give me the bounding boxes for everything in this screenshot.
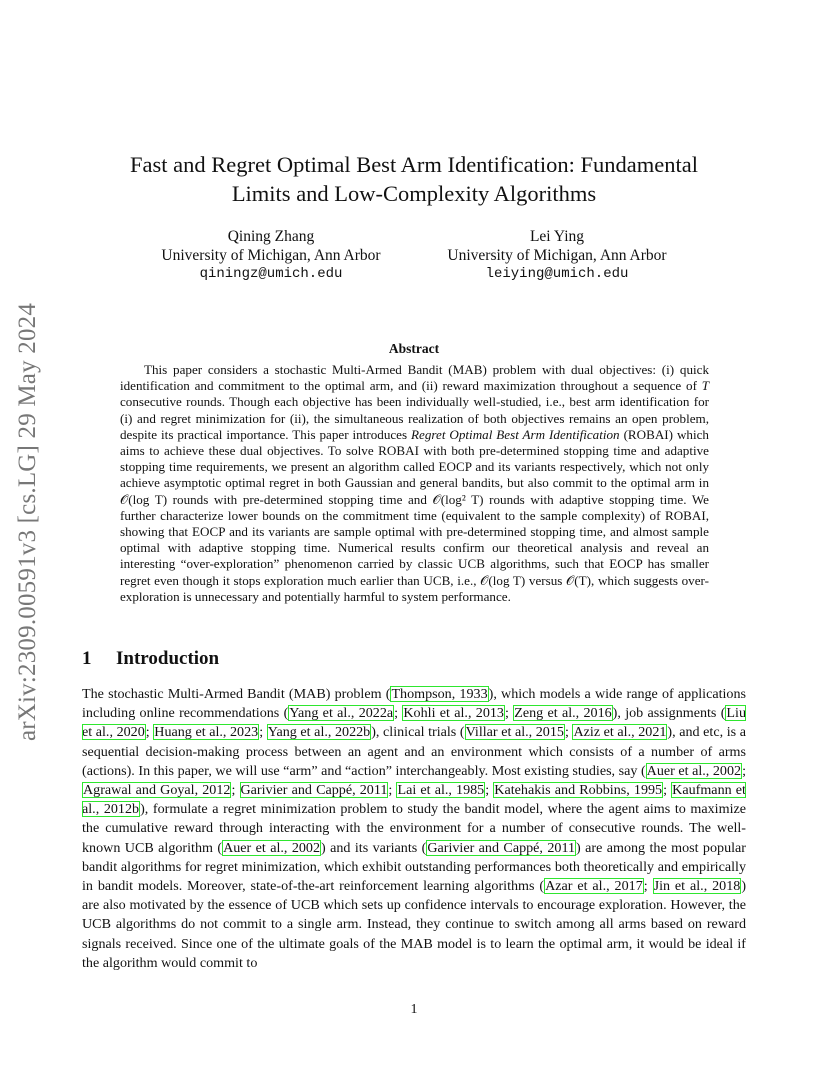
abstract-text: This paper considers a stochastic Multi-Armed Bandit (MAB) problem with dual objectives: (i) quick identification and commitment to the optimal arm, and (ii) reward maximization throughout a sequence of T consecutive rounds. Though each objective has been individually well-studied, i.e., best arm identification for (i) and regret minimization for (ii), the simultaneous realization of both objectives remains an open problem, despite its practical importance. This paper introduces Regret Optimal Best Arm Identification (ROBAI) which aims to achieve these dual objectives. To solve ROBAI with both pre-determined stopping time and adaptive stopping time requirements, we present an algorithm called EOCP and its variants respectively, which not only achieve asymptotic optimal regret in both Gaussian and general bandits, but also commit to the optimal arm in 𝒪(log T) rounds with pre-determined stopping time and 𝒪(log² T) rounds with adaptive stopping time. We further characterize lower bounds on the commitment time (equivalent to the sample complexity) of ROBAI, showing that EOCP and its variants are sample optimal with pre-determined stopping time, and almost sample optimal with adaptive stopping time. Numerical results confirm our theoretical analysis and reveal an interesting “over-exploration” phenomenon carried by classic UCB algorithms, such that EOCP has smaller regret even though it stops exploration much earlier than UCB, i.e., 𝒪(log T) versus 𝒪(T), which suggests over-exploration is unnecessary and potentially harmful to system performance.: [120, 362, 709, 604]
citation-link[interactable]: Lai et al., 1985: [397, 782, 485, 799]
section-heading: [82, 648, 219, 670]
citation-link[interactable]: Villar et al., 2015: [465, 724, 564, 741]
section-title: Introduction: [116, 648, 220, 669]
citation-link[interactable]: Huang et al., 2023: [154, 724, 259, 741]
citation-link[interactable]: Liu et al., 2020: [82, 705, 746, 741]
citation-link[interactable]: Auer et al., 2002: [223, 839, 321, 856]
citation-link[interactable]: Azar et al., 2017: [545, 878, 643, 895]
section-number: 1: [82, 648, 92, 669]
author-block-1: [140, 228, 402, 284]
introduction-paragraph: The stochastic Multi-Armed Bandit (MAB) problem (Thompson, 1933), which models a wide range of applications including online recommendations (Yang et al., 2022a; Kohli et al., 2013; Zeng et al., 2016), job assignments (Liu et al., 2020; Huang et al., 2023; Yang et al., 2022b), clinical trials (Villar et al., 2015; Aziz et al., 2021), and etc, is a sequential decision-making process between an agent and an environment which consists of a number of arms (actions). In this paper, we will use “arm” and “action” interchangeably. Most existing studies, say (Auer et al., 2002; Agrawal and Goyal, 2012; Garivier and Cappé, 2011; Lai et al., 1985; Katehakis and Robbins, 1995; Kaufmann et al., 2012b), formulate a regret minimization problem to study the bandit model, where the agent aims to maximize the cumulative reward through interacting with the environment for a number of consecutive rounds. The well-known UCB algorithm (Auer et al., 2002) and its variants (Garivier and Cappé, 2011) are among the most popular bandit algorithms for regret minimization, which exhibit outstanding performances both theoretically and empirically in bandit models. Moreover, state-of-the-art reinforcement learning algorithms (Azar et al., 2017; Jin et al., 2018) are also motivated by the essence of UCB which sets up confidence intervals to encourage exploration. However, the UCB algorithms do not commit to a single arm. Instead, they continue to switch among all arms based on reward signals received. Since one of the ultimate goals of the MAB model is to learn the optimal arm, it would be ideal if the algorithm would commit to: [82, 686, 747, 971]
citation-link[interactable]: Garivier and Cappé, 2011: [240, 782, 388, 799]
author-affiliation: University of Michigan, Ann Arbor: [447, 246, 667, 264]
author-name: Lei Ying: [529, 228, 585, 245]
citation-link[interactable]: Agrawal and Goyal, 2012: [83, 782, 231, 799]
author-email[interactable]: qiningz@umich.edu: [199, 266, 343, 282]
math-expression: 𝒪(log² T): [432, 491, 484, 507]
robai-term: Regret Optimal Best Arm Identification: [411, 426, 620, 442]
citation-link[interactable]: Yang et al., 2022a: [289, 705, 394, 722]
title-line-1: Fast and Regret Optimal Best Arm Identification: Fundamental: [129, 152, 698, 177]
citation-link[interactable]: Auer et al., 2002: [646, 762, 742, 779]
author-block-2: [424, 228, 690, 284]
author-name: Qining Zhang: [227, 228, 315, 245]
paper-title: [80, 150, 748, 208]
citation-link[interactable]: Zeng et al., 2016: [514, 705, 612, 722]
page-number: 1: [410, 1002, 418, 1017]
citation-link[interactable]: Katehakis and Robbins, 1995: [494, 782, 663, 799]
abstract-heading: Abstract: [388, 341, 440, 356]
citation-link[interactable]: Yang et al., 2022b: [267, 724, 371, 741]
title-line-2: Limits and Low-Complexity Algorithms: [231, 181, 597, 206]
citation-link[interactable]: Jin et al., 2018: [653, 878, 741, 895]
arxiv-stamp: arXiv:2309.00591v3 [cs.LG] 29 May 2024: [14, 302, 41, 742]
author-email[interactable]: leiying@umich.edu: [485, 266, 629, 282]
math-expression: 𝒪(log T): [120, 491, 168, 507]
citation-link[interactable]: Thompson, 1933: [391, 686, 488, 702]
citation-link[interactable]: Aziz et al., 2021: [573, 724, 667, 741]
author-affiliation: University of Michigan, Ann Arbor: [161, 246, 381, 264]
citation-link[interactable]: Kohli et al., 2013: [403, 705, 504, 722]
citation-link[interactable]: Kaufmann et al., 2012b: [82, 782, 746, 818]
math-expression: 𝒪(T): [566, 572, 592, 588]
math-expression: 𝒪(log T): [480, 572, 526, 588]
citation-link[interactable]: Garivier and Cappé, 2011: [427, 839, 576, 856]
